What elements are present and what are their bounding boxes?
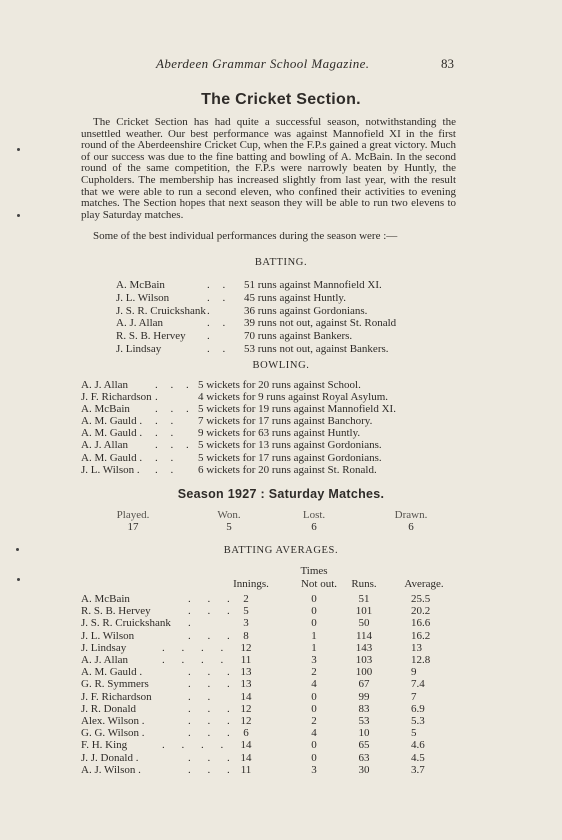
- player-name: J. S. R. Cruickshank: [116, 304, 206, 317]
- cell-average: 7: [411, 690, 417, 703]
- leader-dots: . . .: [188, 629, 237, 642]
- cell-runs: 63: [358, 751, 370, 764]
- cell-innings: 12: [240, 702, 252, 715]
- player-name: A. McBain: [116, 279, 165, 291]
- leader-dots: . .: [207, 279, 231, 291]
- cell-not-out: 4: [311, 678, 317, 691]
- summary-label-1: Won.: [217, 509, 241, 521]
- cell-runs: 65: [358, 739, 370, 752]
- leader-dots: . .: [155, 415, 179, 428]
- performance: 70 runs against Bankers.: [244, 330, 353, 343]
- cell-average: 6.9: [411, 702, 425, 715]
- leader-dots: .: [207, 330, 215, 343]
- cell-innings: 6: [243, 727, 249, 740]
- cell-average: 20.2: [411, 605, 431, 618]
- cell-not-out: 0: [311, 605, 317, 618]
- col-runs: Runs.: [351, 578, 377, 590]
- summary-label-0: Played.: [116, 509, 150, 521]
- summary-value-3: 6: [408, 521, 414, 533]
- player-name: Alex. Wilson .: [81, 715, 145, 727]
- performance: 5 wickets for 19 runs against Mannofield XI.: [198, 403, 396, 416]
- section-title: The Cricket Section.: [201, 91, 361, 108]
- cell-not-out: 3: [311, 763, 317, 776]
- leader-dots: . . . .: [162, 641, 231, 654]
- cell-runs: 99: [358, 690, 370, 703]
- leader-dots: . .: [188, 690, 218, 703]
- player-name: A. M. Gauld .: [81, 415, 143, 428]
- cell-innings: 13: [240, 666, 252, 679]
- performance: 7 wickets for 17 runs against Banchory.: [198, 415, 373, 428]
- bowling-row: [81, 391, 461, 403]
- cell-not-out: 0: [311, 739, 317, 752]
- summary-value-1: 5: [226, 521, 232, 533]
- cell-not-out: 0: [311, 617, 317, 630]
- cell-not-out: 3: [311, 654, 317, 666]
- player-name: A. J. Allan: [81, 439, 129, 452]
- player-name: J. Lindsay: [116, 342, 162, 355]
- batting-row: [116, 305, 456, 318]
- cell-not-out: 0: [311, 702, 317, 715]
- cell-runs: 67: [358, 678, 370, 691]
- player-name: J. Lindsay: [81, 641, 127, 654]
- leader-dots: . . .: [188, 593, 237, 605]
- cell-average: 5.3: [411, 715, 425, 727]
- player-name: J. R. Donald: [81, 702, 136, 715]
- cell-innings: 2: [243, 593, 249, 605]
- performance: 9 wickets for 63 runs against Huntly.: [198, 427, 361, 440]
- cell-average: 4.5: [411, 751, 425, 764]
- cell-innings: 14: [240, 739, 252, 752]
- player-name: A. M. Gauld .: [81, 666, 143, 679]
- performance: 53 runs not out, against Bankers.: [244, 342, 389, 355]
- leader-dots: . . .: [188, 678, 237, 691]
- cell-innings: 11: [240, 654, 252, 666]
- cell-innings: 11: [240, 763, 252, 776]
- cell-runs: 51: [358, 593, 370, 605]
- summary-value-0: 17: [127, 521, 139, 533]
- bowling-row: [81, 452, 461, 464]
- batting-row: [116, 279, 456, 292]
- bowling-row: [81, 464, 461, 476]
- cell-average: 25.5: [411, 593, 431, 605]
- cell-not-out: 0: [311, 751, 317, 764]
- cell-not-out: 0: [311, 593, 317, 605]
- col-innings: Innings.: [233, 578, 269, 590]
- leader-dots: .: [207, 304, 215, 317]
- leader-dots: .: [155, 391, 163, 404]
- player-name: R. S. B. Hervey: [116, 330, 186, 343]
- cell-not-out: 2: [311, 666, 317, 679]
- cell-average: 3.7: [411, 763, 425, 776]
- leader-dots: . . .: [188, 702, 237, 715]
- performance: 6 wickets for 20 runs against St. Ronald.: [198, 463, 377, 476]
- performance: 5 wickets for 20 runs against School.: [198, 379, 361, 391]
- cell-runs: 83: [358, 702, 370, 715]
- summary-label-2: Lost.: [302, 509, 326, 521]
- leader-dots: . . .: [188, 727, 237, 740]
- performance: 36 runs against Gordonians.: [244, 304, 368, 317]
- leader-dots: . . .: [155, 379, 194, 391]
- player-name: A. McBain: [81, 593, 130, 605]
- cell-innings: 5: [243, 605, 249, 618]
- margin-mark: [17, 578, 20, 581]
- cell-innings: 14: [240, 751, 252, 764]
- leader-dots: . . .: [188, 715, 237, 727]
- player-name: R. S. B. Hervey: [81, 605, 151, 618]
- performance: 5 wickets for 13 runs against Gordonians.: [198, 439, 382, 452]
- performance: 51 runs against Mannofield XI.: [244, 279, 382, 291]
- batting-heading: BATTING.: [254, 257, 308, 268]
- bowling-row: [81, 427, 461, 439]
- cell-runs: 114: [355, 629, 373, 642]
- cell-average: 16.6: [411, 617, 431, 630]
- leader-dots: . .: [207, 342, 231, 355]
- leader-dots: . .: [207, 291, 231, 304]
- leader-dots: . .: [155, 463, 179, 476]
- player-name: J. L. Wilson .: [81, 463, 140, 476]
- leader-dots: . .: [207, 317, 231, 330]
- cell-runs: 101: [355, 605, 373, 618]
- player-name: G. G. Wilson .: [81, 727, 145, 740]
- cell-average: 9: [411, 666, 417, 679]
- cell-average: 16.2: [411, 629, 431, 642]
- cell-not-out: 1: [311, 629, 317, 642]
- player-name: A. J. Allan: [81, 379, 129, 391]
- leader-dots: .: [188, 617, 198, 630]
- cell-not-out: 4: [311, 727, 317, 740]
- cell-innings: 14: [240, 690, 252, 703]
- summary-value-2: 6: [311, 521, 317, 533]
- leader-dots: . . .: [155, 439, 194, 452]
- running-title: Aberdeen Grammar School Magazine.: [156, 56, 370, 71]
- cell-runs: 50: [358, 617, 370, 630]
- cell-average: 13: [411, 641, 422, 654]
- summary-label-3: Drawn.: [394, 509, 428, 521]
- player-name: J. J. Donald .: [81, 751, 139, 764]
- player-name: J. F. Richardson: [81, 690, 152, 703]
- page-number: 83: [441, 56, 454, 71]
- leader-dots: . .: [155, 427, 179, 440]
- season-heading: Season 1927 : Saturday Matches.: [177, 487, 385, 501]
- player-name: A. M. Gauld .: [81, 451, 143, 464]
- cell-innings: 12: [240, 715, 252, 727]
- player-name: J. F. Richardson: [81, 391, 152, 404]
- player-name: A. J. Wilson .: [81, 763, 141, 776]
- performance: 45 runs against Huntly.: [244, 291, 346, 304]
- leader-dots: . .: [155, 451, 179, 464]
- cell-runs: 30: [358, 763, 370, 776]
- player-name: A. McBain: [81, 403, 130, 416]
- cell-average: 7.4: [411, 678, 425, 691]
- bowling-heading: BOWLING.: [252, 360, 310, 371]
- leader-dots: . . . .: [162, 654, 231, 666]
- cell-runs: 10: [358, 727, 370, 740]
- bowling-list: [81, 379, 461, 476]
- bowling-row: [81, 415, 461, 427]
- performance: 5 wickets for 17 runs against Gordonians.: [198, 451, 382, 464]
- cell-runs: 53: [358, 715, 370, 727]
- col-not-out: Not out.: [300, 578, 338, 590]
- player-name: A. J. Allan: [116, 317, 164, 330]
- bowling-row: [81, 403, 461, 415]
- player-name: J. L. Wilson: [116, 291, 170, 304]
- cell-innings: 12: [240, 641, 252, 654]
- performance: 39 runs not out, against St. Ronald: [244, 317, 397, 330]
- page-header: [0, 56, 562, 76]
- intro-paragraph: The Cricket Section has had quite a successful season, notwithstanding the unsettled weather. Our best performance was against Mannofield XI in the first round of the Aberdeenshire Cricket Cup, when the F.P.s gained a great victory. Much of our success was due to the fine batting and bowling of A. McBain. In the second round of the same competition, the F.P.s were narrowly beaten by Huntly, the Cupholders. The membership has increased slightly from last year, with the result that we were able to run a second eleven, who confined their activities to evening matches. The Section hopes that next season they will be able to run two elevens to play Saturday matches.: [81, 116, 456, 221]
- player-name: A. M. Gauld .: [81, 427, 143, 440]
- margin-mark: [17, 214, 20, 217]
- margin-mark: [16, 548, 19, 551]
- bowling-row: [81, 379, 461, 391]
- player-name: G. R. Symmers: [81, 678, 149, 691]
- averages-heading: BATTING AVERAGES.: [223, 545, 339, 556]
- batting-row: [116, 330, 456, 343]
- leader-dots: . . .: [188, 605, 237, 618]
- lead-sentence: Some of the best individual performances during the season were :—: [93, 230, 398, 242]
- cell-runs: 100: [355, 666, 373, 679]
- cell-runs: 103: [355, 654, 373, 666]
- leader-dots: . . . .: [162, 739, 231, 752]
- player-name: J. S. R. Cruickshank: [81, 617, 171, 630]
- leader-dots: . . .: [155, 403, 194, 416]
- col-times: Times: [300, 565, 328, 577]
- cell-average: 12.8: [411, 654, 431, 666]
- cell-average: 4.6: [411, 739, 425, 752]
- cell-average: 5: [411, 727, 417, 740]
- cell-not-out: 1: [311, 641, 317, 654]
- cell-runs: 143: [355, 641, 373, 654]
- leader-dots: . . .: [188, 751, 237, 764]
- batting-list: [116, 279, 456, 356]
- col-average: Average.: [404, 578, 444, 590]
- leader-dots: . . .: [188, 666, 237, 679]
- bowling-row: [81, 439, 461, 451]
- player-name: A. J. Allan: [81, 654, 129, 666]
- cell-not-out: 2: [311, 715, 317, 727]
- leader-dots: . . .: [188, 763, 237, 776]
- cell-innings: 13: [240, 678, 252, 691]
- batting-row: [116, 343, 456, 356]
- cell-innings: 8: [243, 629, 249, 642]
- performance: 4 wickets for 9 runs against Royal Asylum.: [198, 391, 389, 404]
- player-name: J. L. Wilson: [81, 629, 135, 642]
- margin-mark: [17, 148, 20, 151]
- cell-not-out: 0: [311, 690, 317, 703]
- batting-row: [116, 292, 456, 305]
- player-name: F. H. King: [81, 739, 128, 752]
- batting-row: [116, 317, 456, 330]
- cell-innings: 3: [243, 617, 249, 630]
